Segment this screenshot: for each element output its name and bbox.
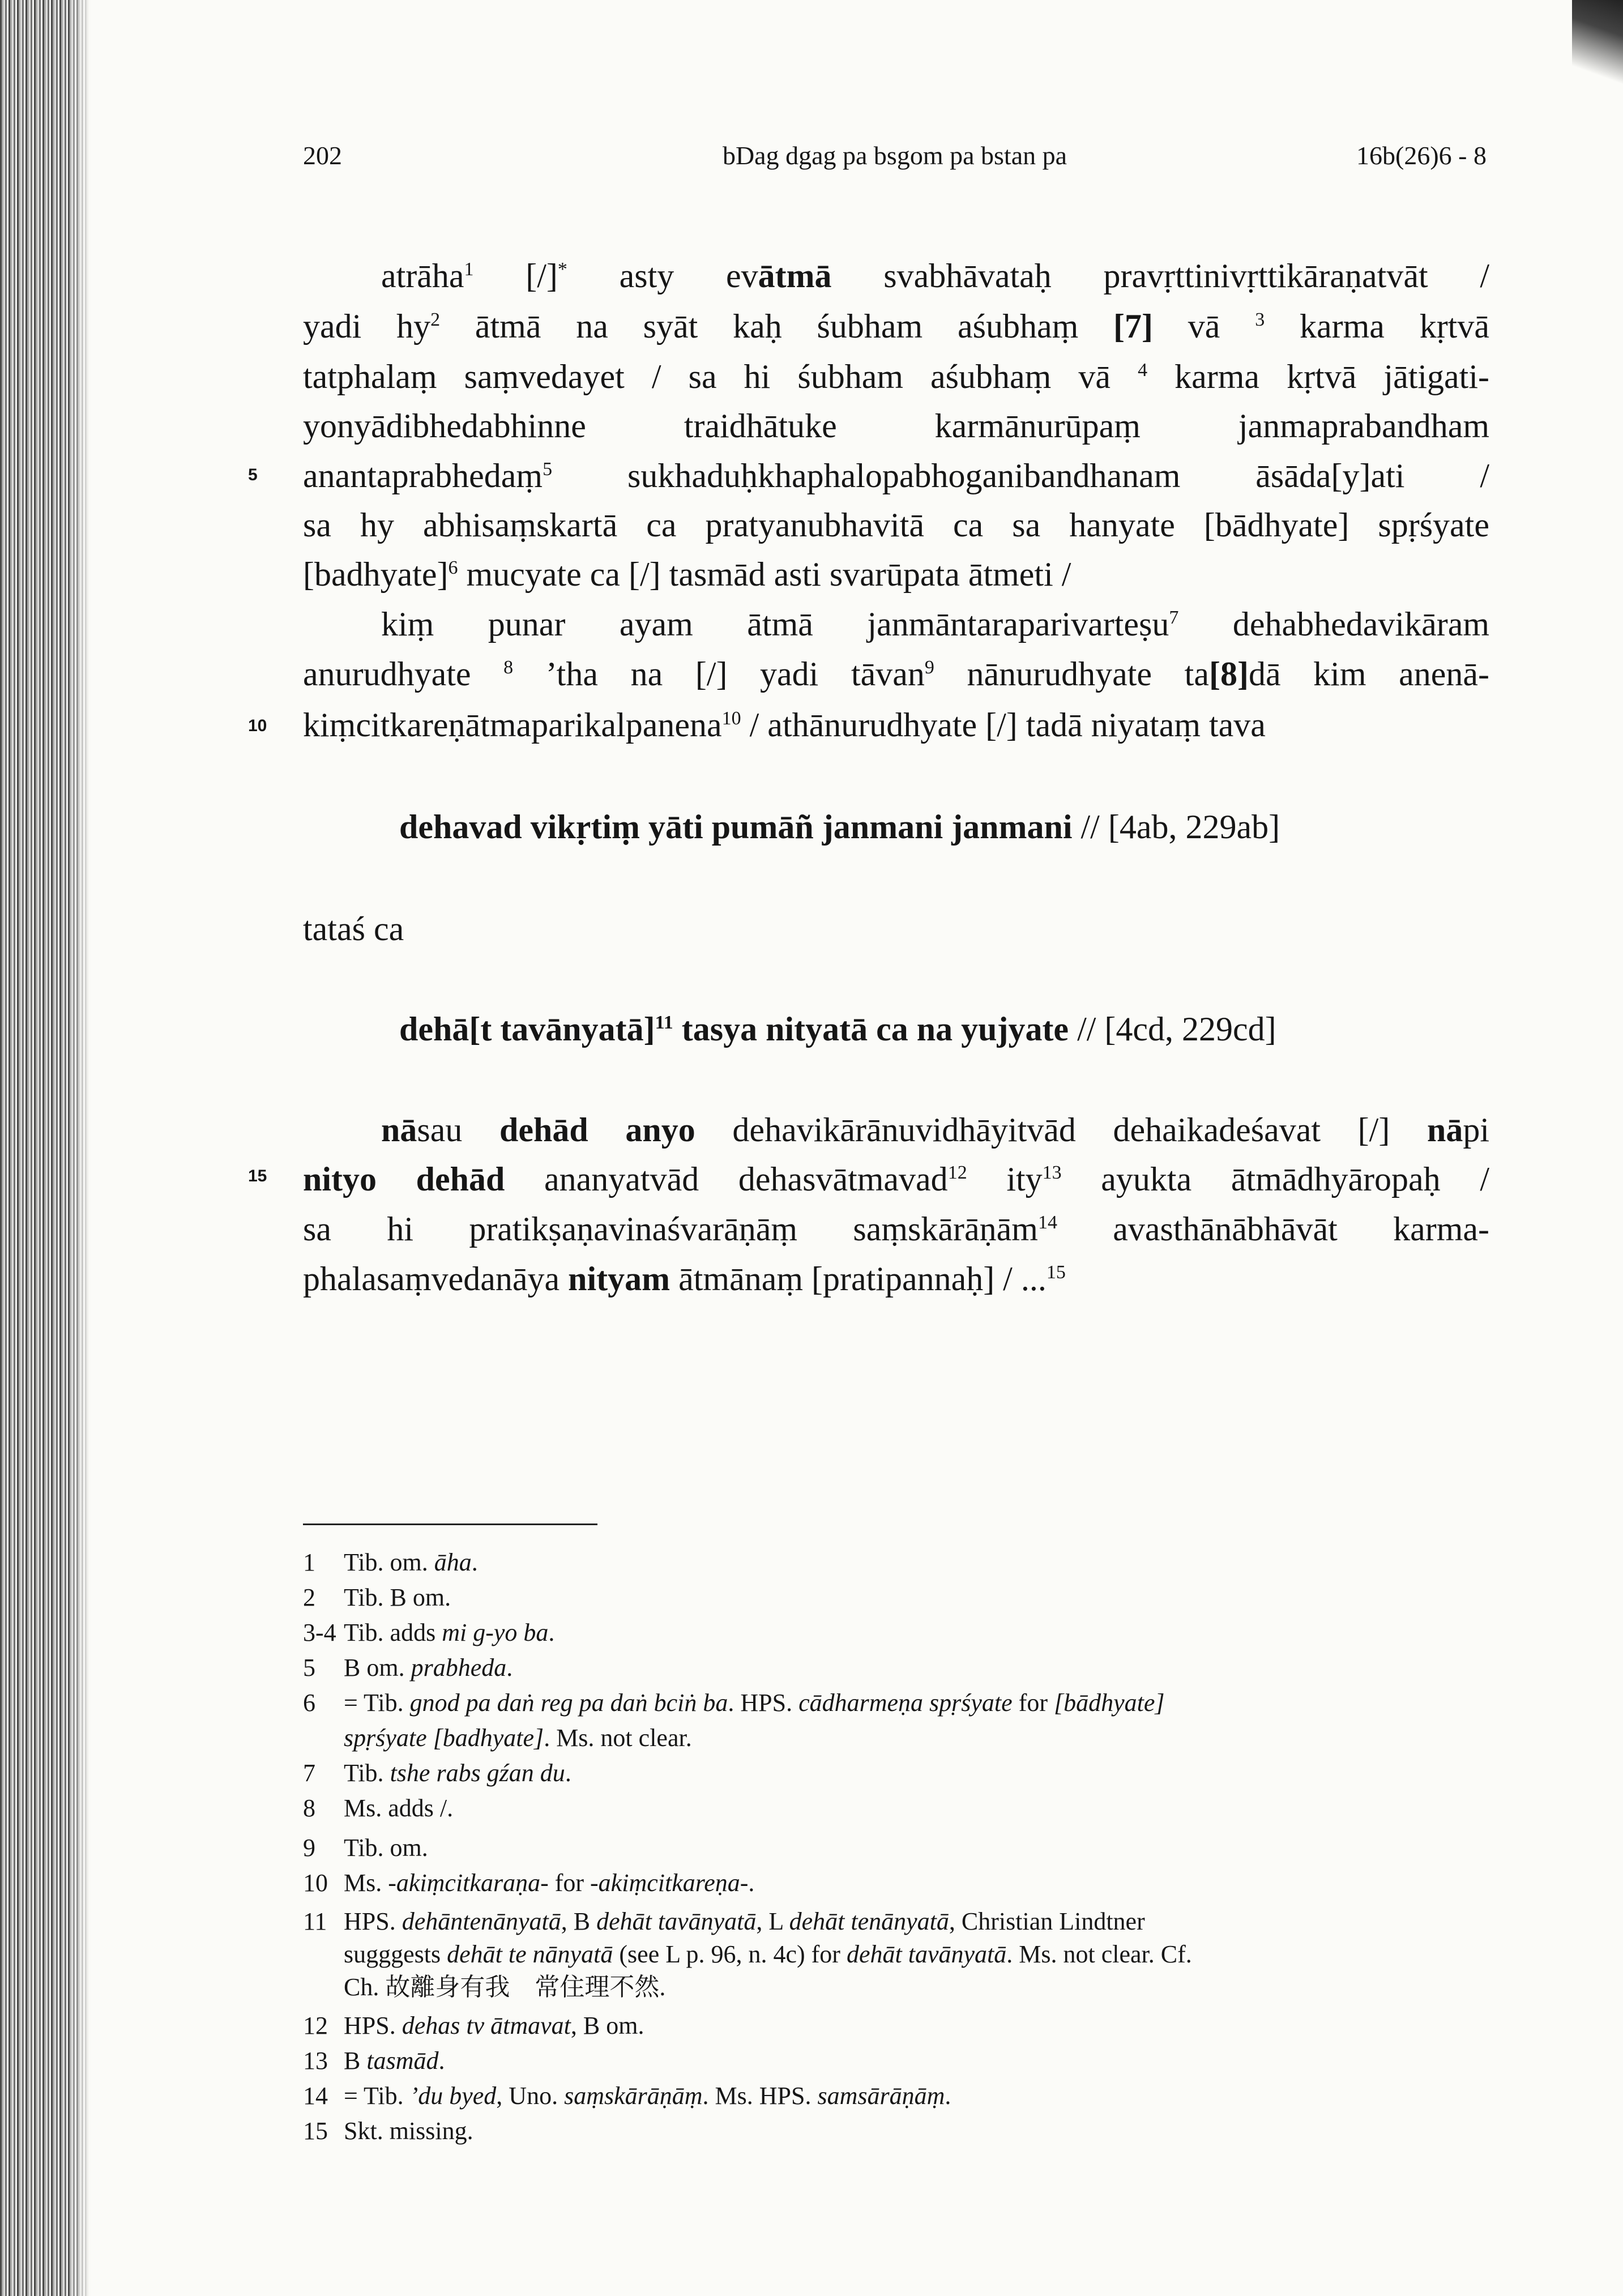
line-number: 10 [248, 716, 267, 735]
text-line: tataś ca [303, 910, 404, 948]
text-line: atrāha$^1$ [/]* asty evātmā svabhāvataḥ pravṛttinivṛttikāraṇatvāt / [381, 257, 1489, 295]
page-corner-shadow [1572, 0, 1623, 102]
verse-4ab: dehavad vikṛtiṃ yāti pumāñ janmani janmani // [4ab, 229ab] [399, 808, 1280, 846]
running-header [303, 140, 1487, 174]
text-line: kiṃ punar ayam ātmā janmāntaraparivarteṣu$^7$ dehabhedavikāram [381, 605, 1489, 643]
text-line: tatphalaṃ saṃvedayet / sa hi śubham aśubhaṃ vā $^4$ karma kṛtvā jātigati- [303, 358, 1489, 395]
book-spine-shadow [0, 0, 91, 2296]
page-number: 202 [303, 141, 342, 170]
folio-reference: 16b(26)6 - 8 [1356, 141, 1487, 170]
text-line: [badhyate]$^6$ mucyate ca [/] tasmād asti svarūpata ātmeti / [303, 556, 1071, 593]
line-number: 5 [248, 466, 258, 484]
text-line: yonyādibhedabhinne traidhātuke karmānurūpaṃ janmaprabandham [303, 407, 1489, 445]
text-line: kiṃcitkareṇātmaparikalpanena$^{10}$ / athānurudhyate [/] tadā niyataṃ tava [303, 706, 1266, 744]
text-line: yadi $hy^2$ ātmā na syāt kaḥ śubham aśubhaṃ [7] vā $^3$ karma kṛtvā [303, 308, 1489, 345]
text-line: sa hi pratikṣaṇavinaśvarāṇāṃ saṃskārāṇām$^{14}$ avasthānābhāvāt karma- [303, 1210, 1489, 1248]
text-line: anantaprabhedaṃ$^5$ sukhaduḥkhaphalopabhoganibandhanam āsāda[y]ati / [303, 457, 1489, 494]
line-number: 15 [248, 1167, 267, 1185]
text-line: nāsau dehād anyo dehavikārānuvidhāyitvād dehaikadeśavat [/] nāpi [381, 1111, 1489, 1149]
verse-4cd: dehā[t tavānyatā]$^{11}$ tasya nityatā ca na yujyate // [4cd, 229cd] [399, 1010, 1276, 1048]
text-line: sa hy abhisaṃskartā ca pratyanubhavitā ca sa hanyate [bādhyate] spṛśyate [303, 506, 1489, 544]
running-title: bDag dgag pa bsgom pa bstan pa [722, 141, 1067, 170]
footnote-rule [303, 1523, 597, 1525]
text-line: anurudhyate $^8$ ’tha na [/] yadi tāvan$^9$ nānurudhyate ta[8]dā kim anenā- [303, 655, 1489, 693]
text-line: phalasaṃvedanāya nityam ātmānaṃ [pratipannaḥ] / ...$^{15}$ [303, 1260, 1066, 1298]
text-line: nityo dehād ananyatvād dehasvātmavad$^{12}$ ity$^{13}$ ayukta ātmādhyāropaḥ / [303, 1160, 1489, 1198]
